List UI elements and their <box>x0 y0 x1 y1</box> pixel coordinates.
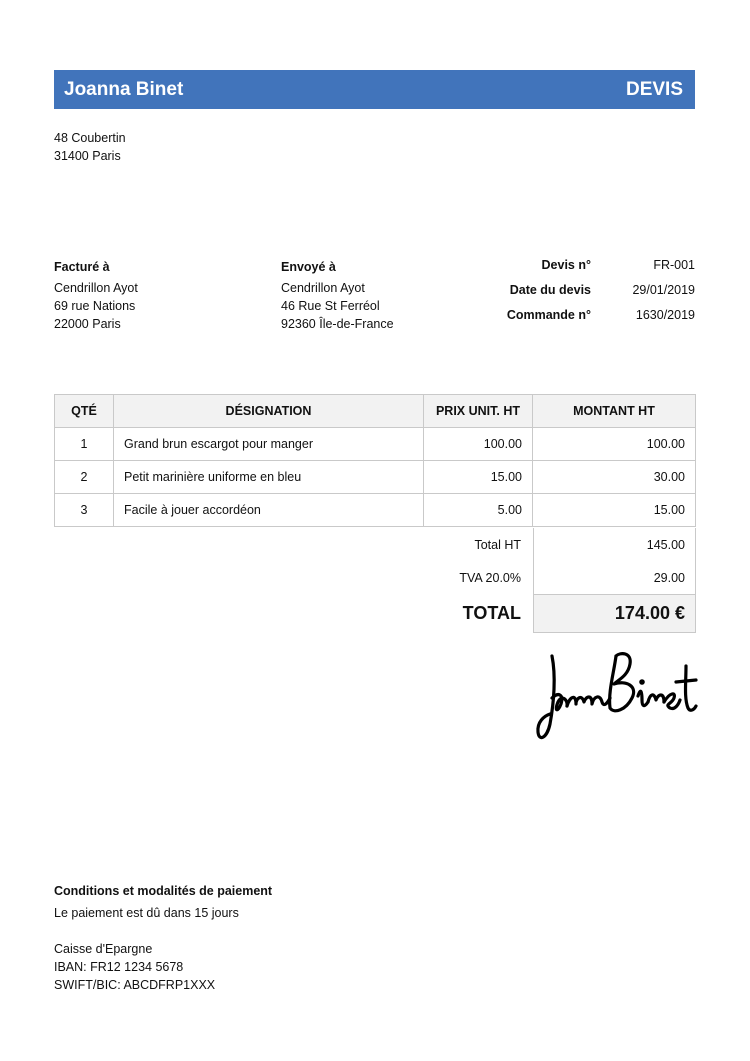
header-designation: DÉSIGNATION <box>114 395 424 428</box>
items-table <box>54 394 696 527</box>
conditions-title: Conditions et modalités de paiement <box>54 884 273 898</box>
company-name: Joanna Binet <box>64 78 184 100</box>
shipped-to-street: 46 Rue St Ferréol <box>281 299 380 313</box>
header-amount: MONTANT HT <box>533 395 696 428</box>
iban: IBAN: FR12 1234 5678 <box>54 960 184 974</box>
subtotal-row <box>424 528 696 561</box>
shipped-to-label: Envoyé à <box>281 260 336 274</box>
tax-label: TVA 20.0% <box>459 570 521 585</box>
table-header-row <box>55 395 696 428</box>
table-row <box>55 461 696 494</box>
table-row <box>55 428 696 461</box>
order-number-label: Commande n° <box>506 308 591 322</box>
quote-number-row <box>440 258 695 276</box>
billed-to-street: 69 rue Nations <box>54 299 136 313</box>
quote-meta <box>440 258 695 326</box>
row-designation: Grand brun escargot pour manger <box>114 428 424 461</box>
tax-value: 29.00 <box>533 561 696 594</box>
document-type: DEVIS <box>625 78 683 100</box>
header-unit-price: PRIX UNIT. HT <box>424 395 533 428</box>
bank-name: Caisse d'Epargne <box>54 942 153 956</box>
quote-number-label: Devis n° <box>541 258 591 272</box>
grand-total-row <box>424 594 696 633</box>
sender-line1: 48 Coubertin <box>54 131 126 145</box>
swift-bic: SWIFT/BIC: ABCDFRP1XXX <box>54 978 216 992</box>
subtotal-value: 145.00 <box>533 528 696 561</box>
row-amount: 100.00 <box>533 428 696 461</box>
row-qty: 3 <box>55 494 114 527</box>
shipped-to-city: 92360 Île-de-France <box>281 317 394 331</box>
shipped-to-name: Cendrillon Ayot <box>281 281 365 295</box>
row-qty: 1 <box>55 428 114 461</box>
payment-conditions <box>54 882 272 994</box>
payment-terms: Le paiement est dû dans 15 jours <box>54 906 239 920</box>
billed-to-block <box>54 258 138 333</box>
row-amount: 30.00 <box>533 461 696 494</box>
totals-block <box>424 528 696 633</box>
row-unit-price: 15.00 <box>424 461 533 494</box>
row-unit-price: 100.00 <box>424 428 533 461</box>
quote-date-label: Date du devis <box>509 283 591 297</box>
signature-image <box>530 642 700 752</box>
row-qty: 2 <box>55 461 114 494</box>
grand-total-label: TOTAL <box>462 603 521 623</box>
quote-number-value: FR-001 <box>653 258 695 272</box>
billed-to-label: Facturé à <box>54 260 110 274</box>
subtotal-label: Total HT <box>474 537 521 552</box>
row-amount: 15.00 <box>533 494 696 527</box>
shipped-to-block <box>281 258 394 333</box>
grand-total-value: 174.00 € <box>533 594 696 633</box>
sender-line2: 31400 Paris <box>54 149 121 163</box>
header-qty: QTÉ <box>55 395 114 428</box>
quote-date-row <box>440 283 695 301</box>
header-bar <box>54 70 695 109</box>
billed-to-city: 22000 Paris <box>54 317 121 331</box>
billed-to-name: Cendrillon Ayot <box>54 281 138 295</box>
tax-row <box>424 561 696 594</box>
row-designation: Petit marinière uniforme en bleu <box>114 461 424 494</box>
quote-date-value: 29/01/2019 <box>632 283 695 297</box>
row-designation: Facile à jouer accordéon <box>114 494 424 527</box>
order-number-row <box>440 308 695 326</box>
sender-address <box>54 129 126 165</box>
order-number-value: 1630/2019 <box>635 308 695 322</box>
table-row <box>55 494 696 527</box>
row-unit-price: 5.00 <box>424 494 533 527</box>
